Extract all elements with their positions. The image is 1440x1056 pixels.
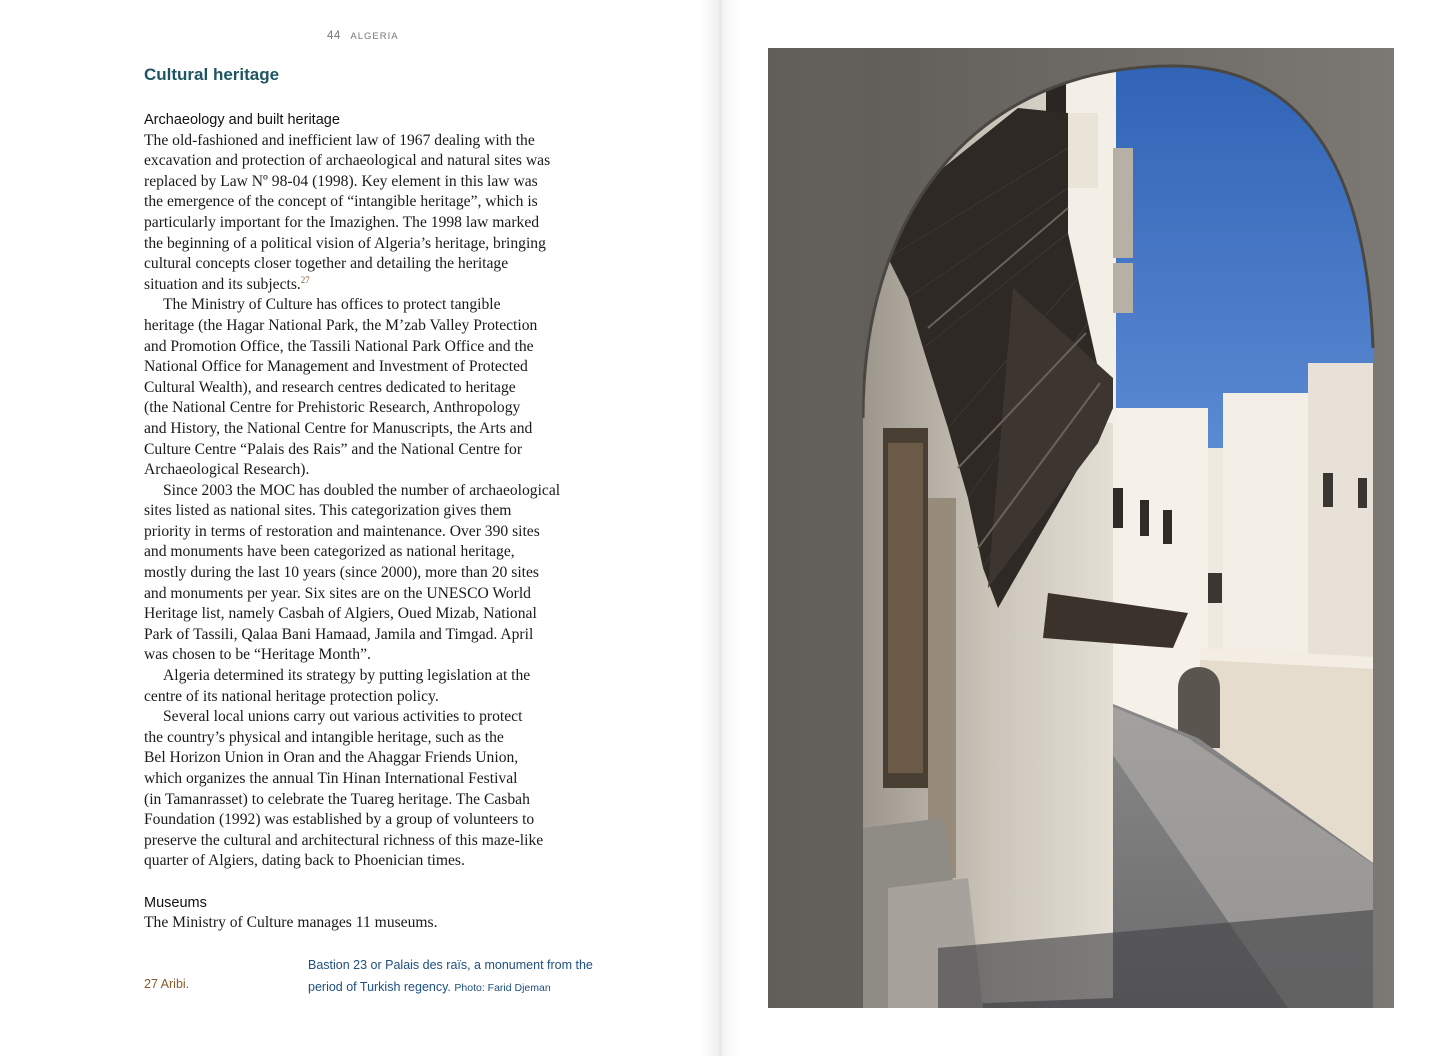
paragraph-museums: The Ministry of Culture manages 11 museums.: [144, 914, 438, 932]
body-text: [144, 110, 604, 934]
footnote-reference[interactable]: 27: [300, 274, 310, 285]
page-number: 44: [327, 30, 341, 42]
spacer: [144, 872, 604, 893]
paragraph-5: Several local unions carry out various activities to protect the country’s physical and intangible heritage, such as the Bel Horizon Union in Oran and the Ahaggar Friends Union, which organizes the annual Tin Hinan International Festival (in Tamanrasset) to celebrate the Tuareg heritage. The Casbah Foundation (1992) was established by a group of volunteers to preserve the cultural and architectural richness of this maze-like quarter of Algiers, dating back to Phoenician times.: [144, 708, 544, 870]
subheading-museums: Museums: [144, 894, 207, 911]
paragraph-1: [144, 131, 604, 296]
chapter-name: ALGERIA: [350, 31, 399, 42]
photo-credit: [454, 982, 550, 994]
running-head: [327, 30, 399, 42]
photo-casbah-arch: [768, 48, 1394, 1008]
paragraph-4: Algeria determined its strategy by putting legislation at the centre of its national heritage protection policy.: [144, 667, 531, 705]
paragraph-2: The Ministry of Culture has offices to protect tangible heritage (the Hagar National Park, the M’zab Valley Protection and Promotion Office, the Tassili National Park Office and the National Office for Management and Investment of Protected Cultural Wealth), and research centres dedicated to heritage (the National Centre for Prehistoric Research, Anthropology and History, the National Centre for Manuscripts, the Arts and Culture Centre “Palais des Rais” and the National Centre for Archaeological Research).: [144, 296, 538, 479]
footnote: 27 Aribi.: [144, 977, 190, 991]
photo-caption: [308, 955, 598, 999]
book-gutter: [700, 0, 740, 1056]
paragraph-1-text: The old-fashioned and inefficient law of 1967 dealing with the excavation and protection of archaeological and natural sites was replaced by Law Nº 98-04 (1998). Key element in this law was the emergence of the concept of “intangible heritage”, which is particularly important for the Imazighen. The 1998 law marked the beginning of a political vision of Algeria’s heritage, bringing cultural concepts closer together and detailing the heritage situation and its subjects.: [144, 131, 551, 293]
credit-label: Photo:: [454, 981, 485, 994]
section-title: Cultural heritage: [144, 65, 280, 84]
caption-text: Bastion 23 or Palais des raïs, a monument from the period of Turkish regency.: [308, 958, 593, 994]
subheading-archaeology: Archaeology and built heritage: [144, 112, 340, 128]
paragraph-3: Since 2003 the MOC has doubled the number of archaeological sites listed as national sites. This categorization gives them priority in terms of restoration and maintenance. Over 390 sites and monuments have been categorized as national heritage, mostly during the last 10 years (since 2000), more than 20 sites and monuments per year. Six sites are on the UNESCO World Heritage list, namely Casbah of Algiers, Oued Mizab, National Park of Tassili, Qalaa Bani Hamaad, Jamila and Timgad. April was chosen to be “Heritage Month”.: [144, 481, 561, 664]
photo-illustration: [768, 48, 1394, 1008]
credit-name: Farid Djeman: [487, 981, 551, 994]
